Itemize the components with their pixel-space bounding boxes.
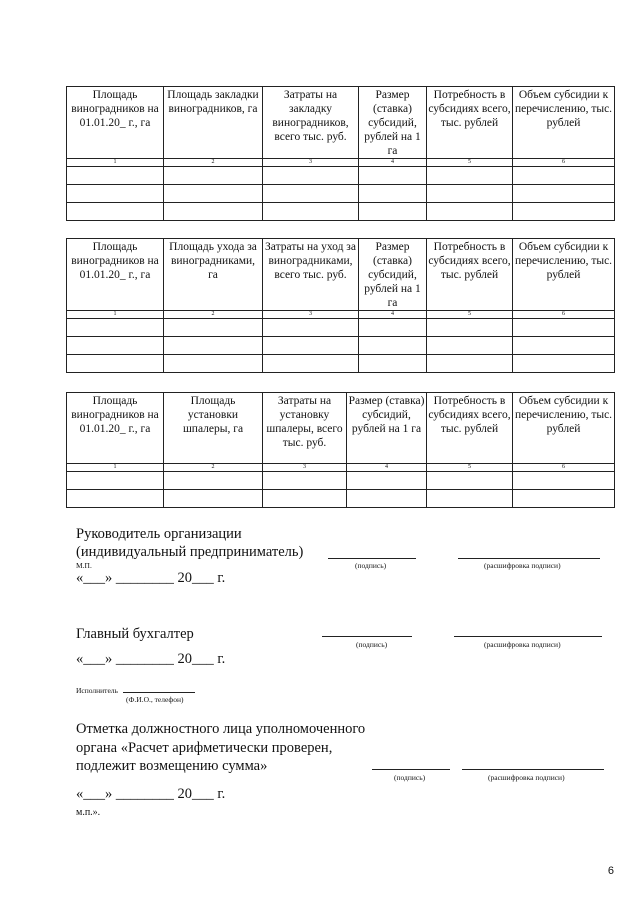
column-number: 6 <box>513 464 615 472</box>
date-line: «___» ________ 20___ г. <box>76 786 226 802</box>
name-caption: (расшифровка подписи) <box>484 640 561 649</box>
table-header-row <box>67 239 615 311</box>
column-number-row <box>67 311 615 319</box>
table-row <box>67 337 615 355</box>
signature-caption: (подпись) <box>355 561 387 570</box>
head-title-line1: Руководитель организации <box>76 526 242 542</box>
subsidy-table-trellis <box>66 392 615 508</box>
head-signature-line <box>328 558 416 559</box>
column-number: 1 <box>67 311 164 319</box>
executor-caption: (Ф.И.О., телефон) <box>126 695 184 704</box>
column-number: 3 <box>263 311 359 319</box>
column-number: 6 <box>513 311 615 319</box>
column-number: 3 <box>263 464 347 472</box>
name-caption: (расшифровка подписи) <box>484 561 561 570</box>
accountant-title: Главный бухгалтер <box>76 626 194 642</box>
table-row <box>67 167 615 185</box>
stamp-label-end: м.п.». <box>76 807 101 818</box>
header-cell: Размер (ставка) субсидий, рублей на 1 га <box>347 393 427 464</box>
table-row <box>67 203 615 221</box>
stamp-label: М.П. <box>76 561 92 570</box>
column-number-row <box>67 159 615 167</box>
executor-line <box>123 692 195 693</box>
date-line: «___» ________ 20___ г. <box>76 651 226 667</box>
mark-line3: подлежит возмещению сумма» <box>76 758 268 774</box>
header-cell: Потребность в субсидиях всего, тыс. рублей <box>427 87 513 159</box>
column-number: 6 <box>513 159 615 167</box>
mark-line2: органа «Расчет арифметически проверен, <box>76 740 333 756</box>
column-number: 1 <box>67 159 164 167</box>
header-cell: Размер (ставка) субсидий, рублей на 1 га <box>359 87 427 159</box>
table-row <box>67 490 615 508</box>
column-number: 4 <box>359 159 427 167</box>
column-number: 1 <box>67 464 164 472</box>
header-cell: Площадь виноградников на 01.01.20_ г., га <box>67 239 164 311</box>
header-cell: Затраты на установку шпалеры, всего тыс. руб. <box>263 393 347 464</box>
header-cell: Объем субсидии к перечислению, тыс. рублей <box>513 239 615 311</box>
header-cell: Размер (ставка) субсидий, рублей на 1 га <box>359 239 427 311</box>
column-number: 5 <box>427 464 513 472</box>
header-cell: Затраты на закладку виноградников, всего тыс. руб. <box>263 87 359 159</box>
table-row <box>67 185 615 203</box>
header-cell: Потребность в субсидиях всего, тыс. рублей <box>427 239 513 311</box>
head-name-line <box>458 558 600 559</box>
subsidy-table-planting <box>66 86 615 221</box>
signature-caption: (подпись) <box>356 640 388 649</box>
table-header-row <box>67 87 615 159</box>
column-number: 2 <box>164 159 263 167</box>
header-cell: Площадь закладки виноградников, га <box>164 87 263 159</box>
column-number: 5 <box>427 159 513 167</box>
header-cell: Объем субсидии к перечислению, тыс. рублей <box>513 87 615 159</box>
date-line: «___» ________ 20___ г. <box>76 570 226 586</box>
mark-line1: Отметка должностного лица уполномоченного <box>76 721 366 737</box>
header-cell: Затраты на уход за виноградниками, всего тыс. руб. <box>263 239 359 311</box>
official-signature-line <box>372 769 450 770</box>
header-cell: Площадь виноградников на 01.01.20_ г., га <box>67 393 164 464</box>
column-number: 4 <box>359 311 427 319</box>
header-cell: Площадь виноградников на 01.01.20_ г., га <box>67 87 164 159</box>
executor-label: Исполнитель <box>76 686 118 695</box>
table-header-row <box>67 393 615 464</box>
official-name-line <box>462 769 604 770</box>
name-caption: (расшифровка подписи) <box>488 773 565 782</box>
column-number: 2 <box>164 464 263 472</box>
table-row <box>67 472 615 490</box>
page-number: 6 <box>607 865 614 877</box>
subsidy-table-care <box>66 238 615 373</box>
accountant-name-line <box>454 636 602 637</box>
accountant-signature-line <box>322 636 412 637</box>
column-number: 5 <box>427 311 513 319</box>
signature-caption: (подпись) <box>394 773 426 782</box>
header-cell: Потребность в субсидиях всего, тыс. рублей <box>427 393 513 464</box>
header-cell: Объем субсидии к перечислению, тыс. рублей <box>513 393 615 464</box>
head-title-line2: (индивидуальный предприниматель) <box>76 544 304 560</box>
column-number: 2 <box>164 311 263 319</box>
column-number: 3 <box>263 159 359 167</box>
column-number-row <box>67 464 615 472</box>
header-cell: Площадь установки шпалеры, га <box>164 393 263 464</box>
table-row <box>67 355 615 373</box>
header-cell: Площадь ухода за виноградниками, га <box>164 239 263 311</box>
table-row <box>67 319 615 337</box>
column-number: 4 <box>347 464 427 472</box>
